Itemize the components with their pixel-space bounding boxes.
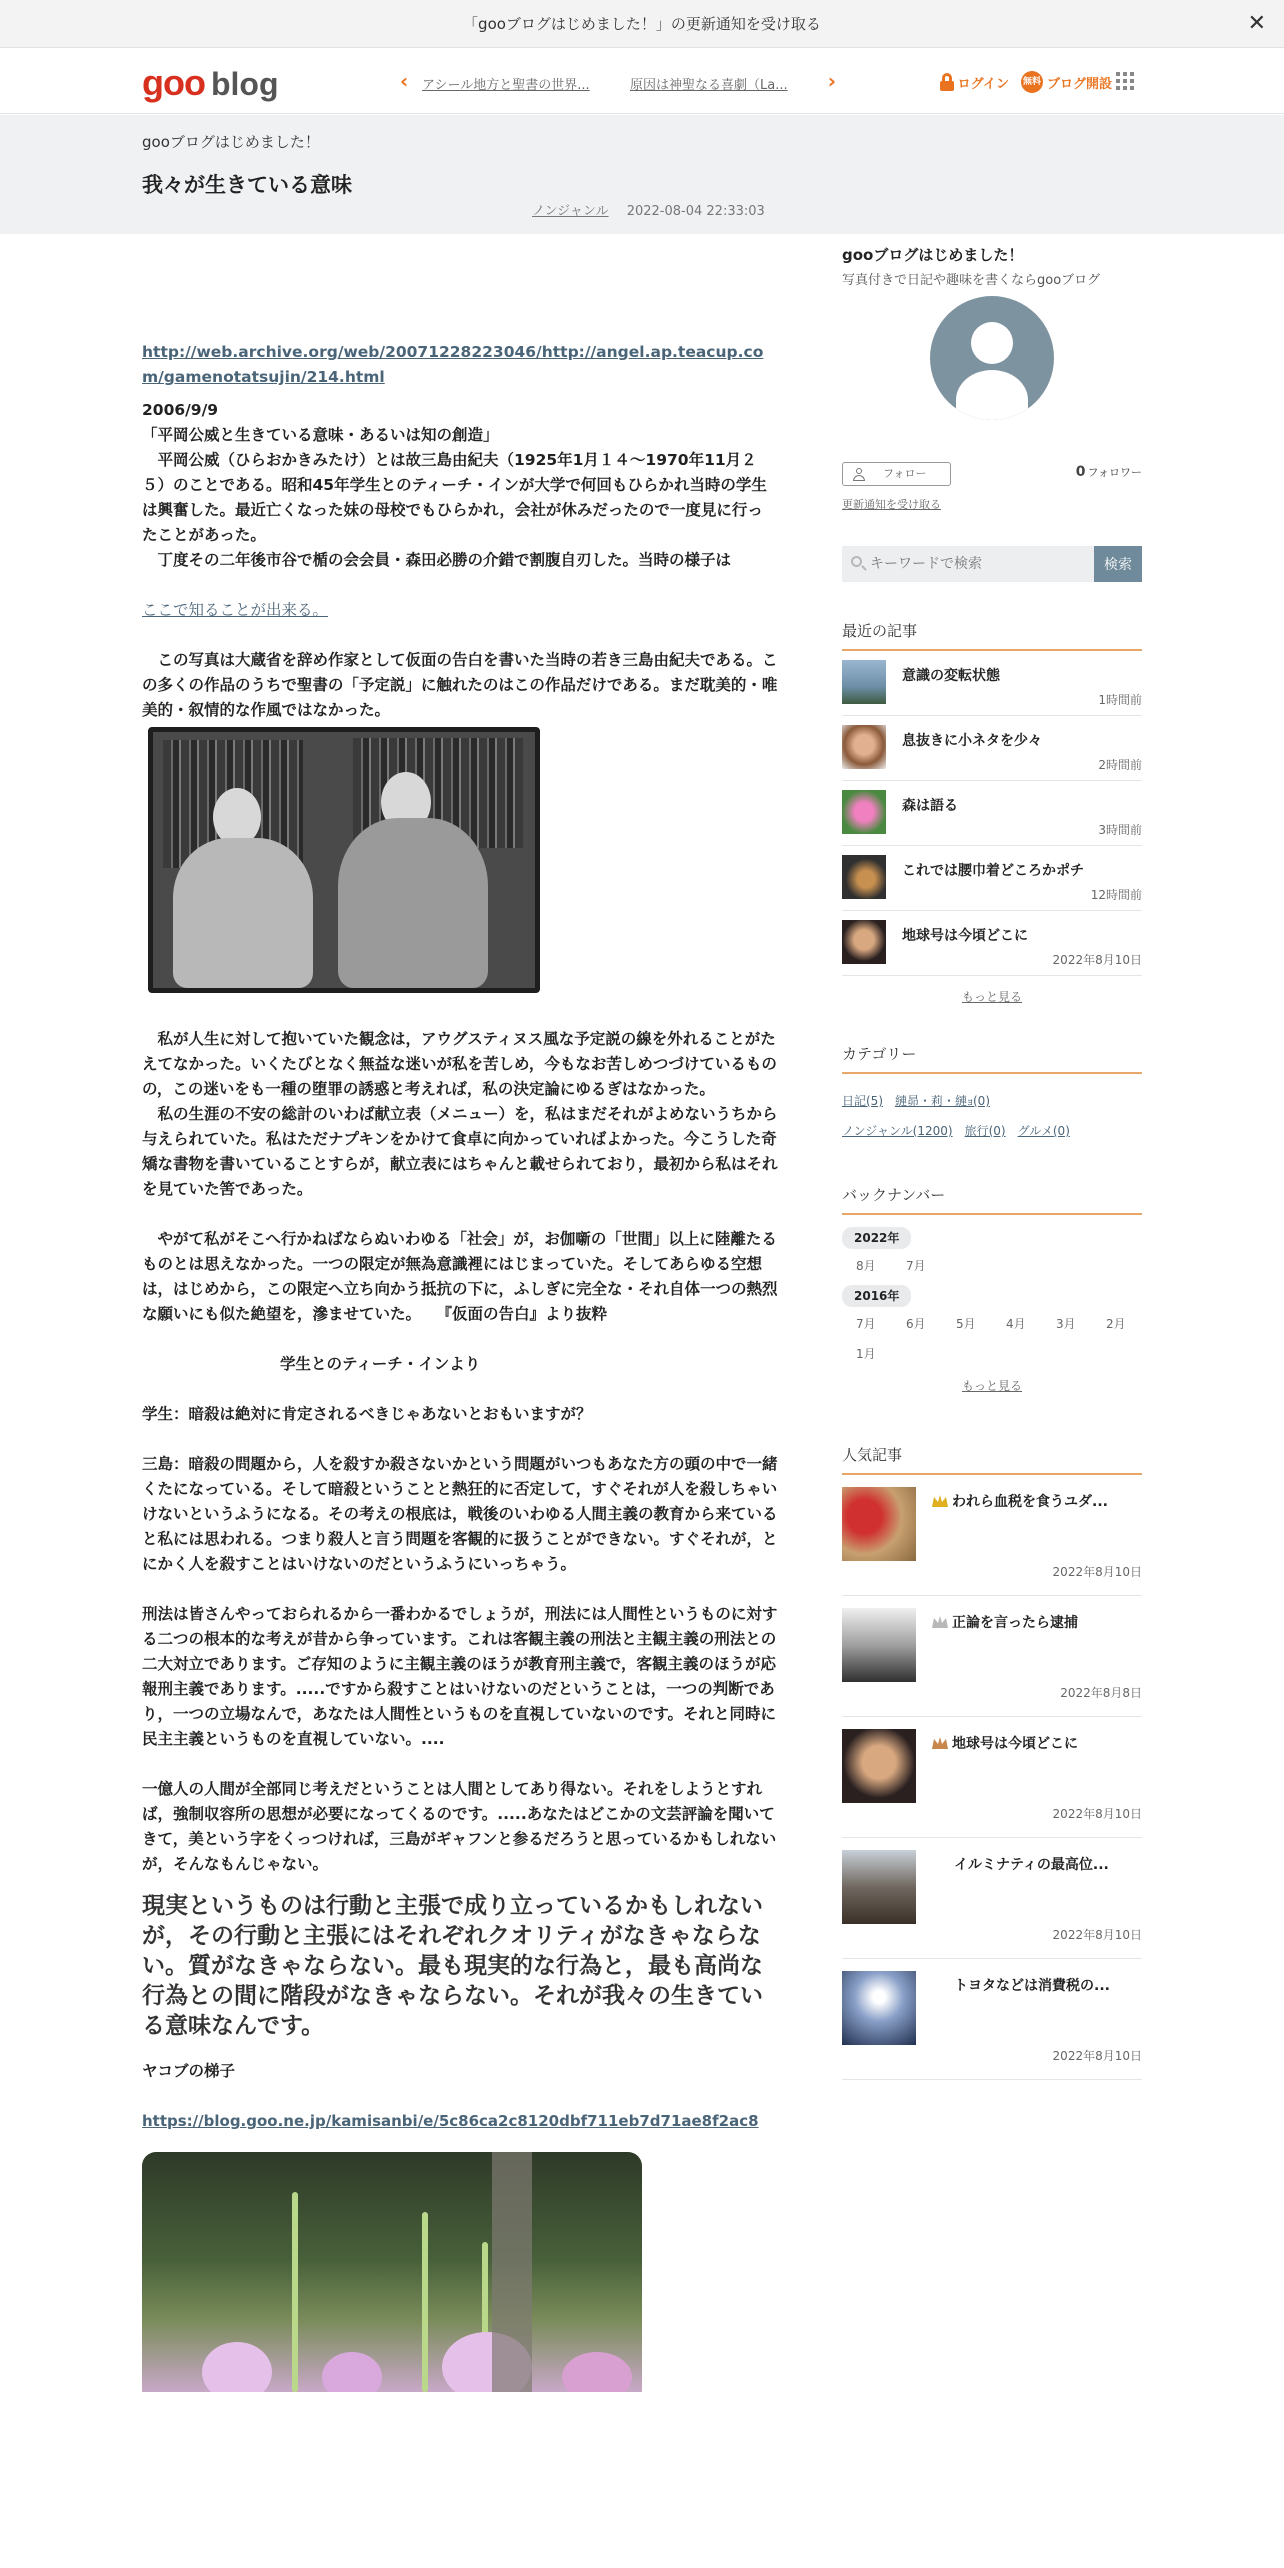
highlight-quote: 現実というものは行動と主張で成り立っているかもしれないが，その行動と主張にはそれぞれクオリティがなきゃならない。質がなきゃならない。最も現実的な行為と，最も高尚な行為との間に階段がなきゃならない。それが我々の生きている意味なんです。 (142, 1893, 763, 2039)
category-list (842, 1086, 1142, 1146)
paragraph: 私が人生に対して抱いていた観念は，アウグスティヌス風な予定説の線を外れることがたえてなかった。いくたびとなく無益な迷いが私を苦しめ，今もなお苦しめつづけているものの，この迷いをも一種の堕罪の誘惑と考えれば，私の決定論にゆるぎはなかった。 (142, 1030, 777, 1098)
popular-list (842, 1475, 1142, 2080)
thumbnail (842, 1608, 916, 1682)
article-body (142, 234, 778, 2392)
recent-time: 12時間前 (1090, 888, 1142, 902)
recent-title[interactable]: 意識の変転状態 (902, 668, 1000, 684)
recent-title[interactable]: 地球号は今頃どこに (902, 928, 1028, 944)
search-input[interactable] (842, 546, 1094, 582)
paragraph: やがて私がそこへ行かねばならぬいわゆる「社会」が，お伽噺の「世間」以上に陸離たるものとは思えなかった。一つの限定が無為意識裡にはじまっていた。そしてあらゆる空想は，はじめから，この限定へ立ち向かう抵抗の下に，ふしぎに完全な・それ自体一つの熱烈な願いにも似た絶望を，滲ませていた。 『仮面の告白』より抜粋 (142, 1230, 778, 1323)
header-actions (940, 68, 1112, 96)
recent-time: 3時間前 (1098, 823, 1142, 837)
list-item[interactable] (842, 1959, 1142, 2080)
site-header (0, 48, 1284, 114)
crown-bronze-icon (932, 1737, 948, 1749)
blog-title-band (0, 115, 1284, 234)
recent-time: 2時間前 (1098, 758, 1142, 772)
month-link[interactable]: 7月 (856, 1317, 876, 1331)
blog-name[interactable]: gooブログはじめました！ (142, 133, 320, 151)
follower-number: 0 (1075, 464, 1086, 480)
list-item[interactable] (842, 846, 1142, 911)
paragraph: 平岡公威（ひらおかきみたけ）とは故三島由紀夫（1925年1月１４～1970年11月２５）のことである。昭和45年学生とのティーチ・インが大学で何回もひらかれ当時の学生は興奮した。最近亡くなった妹の母校でもひらかれ，会社が休みだったので一度見に行ったことがあった。 (142, 451, 767, 544)
backnumber-more-link[interactable]: もっと見る (961, 1379, 1022, 1393)
article-datetime: 2022-08-04 22:33:03 (626, 204, 765, 219)
sidebar-blog-desc: 写真付きで日記や趣味を書くならgooブログ (842, 273, 1101, 288)
login-button[interactable] (940, 73, 1009, 92)
article-date: 2006/9/9 (142, 401, 219, 419)
recent-title[interactable]: 息抜きに小ネタを少々 (902, 733, 1042, 749)
page-title: 我々が生きている意味 (142, 173, 352, 197)
month-link[interactable]: 1月 (856, 1347, 876, 1361)
recent-title[interactable]: これでは腰巾着どころかポチ (902, 863, 1084, 879)
sidebar (842, 234, 1142, 2080)
free-badge-icon: 無料 (1021, 71, 1043, 93)
thumbnail (842, 660, 886, 704)
category-link[interactable]: 縺昴・莉・縺ｮ(0) (895, 1094, 990, 1108)
paragraph: この写真は大蔵省を辞め作家として仮面の告白を書いた当時の若き三島由紀夫である。この多くの作品のうちで聖書の「予定説」に触れたのはこの作品だけである。まだ耽美的・唯美的・叙情的な作風ではなかった。 (142, 651, 778, 719)
article-meta (532, 200, 765, 219)
list-item[interactable] (842, 1838, 1142, 1959)
crown-gold-icon (932, 1495, 948, 1507)
popular-date: 2022年8月8日 (1060, 1686, 1142, 1700)
jacob-ladder-link[interactable]: https://blog.goo.ne.jp/kamisanbi/e/5c86ca2c8120dbf711eb7d71ae8f2ac8 (142, 2112, 759, 2130)
chevron-right-icon[interactable]: › (827, 69, 836, 93)
paragraph: ヤコブの梯子 (142, 2062, 236, 2080)
avatar (930, 296, 1054, 420)
list-item[interactable] (842, 716, 1142, 781)
popular-date: 2022年8月10日 (1052, 1928, 1142, 1942)
search-box (842, 546, 1142, 582)
thumbnail (842, 1729, 916, 1803)
goo-blog-logo[interactable] (142, 62, 279, 102)
paragraph: 一億人の人間が全部同じ考えだということは人間としてあり得ない。それをしようとすれば，強制収容所の思想が必要になってくるのです。.....あなたはどこかの文芸評論を聞いてきて，美という字をくっつければ，三島がギャフンと参るだろうと思っているかもしれないが，そんなもんじゃない。 (142, 1780, 777, 1873)
category-link[interactable]: グルメ(0) (1017, 1124, 1070, 1138)
archive-link[interactable]: http://web.archive.org/web/20071228223046/http://angel.ap.teacup.com/gamenotatsujin/214.html (142, 343, 764, 386)
year-label: 2016年 (842, 1285, 911, 1307)
paragraph: 私の生涯の不安の総計のいわば献立表（メニュー）を，私はまだそれがよめないうちから与えられていた。私はただナプキンをかけて食卓に向かっていればよかった。今こうした奇矯な書物を書いていることすらが，献立表にはちゃんと載せられており，最初から私はそれを見ていた筈であった。 (142, 1105, 778, 1198)
open-blog-button[interactable] (1021, 71, 1112, 93)
next-article-link[interactable]: 原因は神聖なる喜劇（La... (630, 78, 788, 93)
recent-time: 1時間前 (1098, 693, 1142, 707)
year-label: 2022年 (842, 1227, 911, 1249)
category-link[interactable]: 旅行(0) (964, 1124, 1006, 1138)
category-link[interactable]: 日記(5) (842, 1094, 883, 1108)
backnumber-heading: バックナンバー (842, 1184, 1142, 1215)
mishima-photo (148, 727, 540, 993)
paragraph: 刑法は皆さんやっておられるから一番わかるでしょうが，刑法には人間性というものに対する二つの根本的な考えが昔から争っています。これは客観主義の刑法と主観主義の刑法との二大対立であります。ご存知のように主観主義のほうが教育刑主義で，客観主義のほうが応報刑主義であります。.....ですから殺すことはいけないのだということは，一つの判断であり，一つの立場なんで，あなたは人間性というものを直視していないのです。それと同時に民主主義というものを直視していない。.... (142, 1605, 778, 1748)
popular-title[interactable]: われら血税を食うユダ... (932, 1491, 1108, 1511)
paragraph: 「平岡公威と生きている意味・あるいは知の創造」 (142, 426, 499, 444)
thumbnail (842, 790, 886, 834)
thumbnail (842, 1850, 916, 1924)
follow-button[interactable] (842, 462, 951, 486)
recent-more-link[interactable]: もっと見る (961, 990, 1022, 1004)
user-icon (853, 468, 865, 480)
popular-heading: 人気記事 (842, 1444, 1142, 1475)
recent-title[interactable]: 森は語る (902, 798, 958, 814)
popular-date: 2022年8月10日 (1052, 1807, 1142, 1821)
article-nav (400, 70, 840, 94)
search-icon (851, 556, 862, 567)
follower-count (1076, 464, 1142, 480)
category-link[interactable]: ノンジャンル(1200) (842, 1124, 953, 1138)
notify-link[interactable]: 更新通知を受け取る (842, 498, 941, 511)
popular-title[interactable]: トヨタなどは消費税の... (954, 1978, 1110, 1994)
month-list (842, 1251, 1142, 1281)
thumbnail (842, 1971, 916, 2045)
genre-link[interactable]: ノンジャンル (532, 204, 609, 219)
month-link[interactable]: 7月 (906, 1259, 926, 1273)
paragraph: 丁度その二年後市谷で楯の会会員・森田必勝の介錯で割腹自刃した。当時の様子は (142, 551, 732, 569)
list-item[interactable] (842, 651, 1142, 716)
close-icon[interactable]: ✕ (1247, 11, 1266, 36)
month-link[interactable]: 5月 (956, 1317, 976, 1331)
paragraph: 学生：暗殺は絶対に肯定されるべきじゃあないとおもいますが？ (142, 1405, 592, 1423)
month-link[interactable]: 4月 (1006, 1317, 1026, 1331)
thumbnail (842, 855, 886, 899)
history-link[interactable]: ここで知ることが出来る。 (142, 601, 329, 619)
login-label: ログイン (957, 76, 1009, 92)
month-list (842, 1309, 1142, 1369)
popular-title[interactable]: 地球号は今頃どこに (932, 1733, 1078, 1753)
thumbnail (842, 920, 886, 964)
month-link[interactable]: 8月 (856, 1259, 876, 1273)
search-button[interactable]: 検索 (1094, 546, 1142, 582)
month-link[interactable]: 2月 (1106, 1317, 1126, 1331)
recent-time: 2022年8月10日 (1052, 953, 1142, 967)
update-notice-bar[interactable] (0, 0, 1284, 48)
follower-label: フォロワー (1087, 466, 1142, 479)
recent-articles-heading: 最近の記事 (842, 620, 1142, 651)
month-link[interactable]: 3月 (1056, 1317, 1076, 1331)
list-item[interactable] (842, 1596, 1142, 1717)
open-blog-label: ブログ開設 (1046, 76, 1112, 92)
popular-date: 2022年8月10日 (1052, 1565, 1142, 1579)
thumbnail (842, 725, 886, 769)
follow-label: フォロー (883, 467, 927, 480)
list-item[interactable] (842, 1475, 1142, 1596)
chevron-left-icon[interactable]: ‹ (400, 69, 409, 93)
category-heading: カテゴリー (842, 1043, 1142, 1074)
logo-goo: goo (142, 62, 205, 103)
popular-title[interactable]: 正論を言ったら逮捕 (932, 1612, 1078, 1632)
popular-title[interactable]: イルミナティの最高位... (954, 1857, 1109, 1873)
list-item[interactable] (842, 781, 1142, 846)
month-link[interactable]: 6月 (906, 1317, 926, 1331)
garden-photo (142, 2152, 642, 2392)
lock-icon (940, 73, 954, 91)
update-notice-text[interactable]: 「gooブログはじめました！」の更新通知を受け取る (463, 15, 821, 33)
recent-articles-list (842, 651, 1142, 976)
services-grid-icon[interactable] (1116, 72, 1134, 90)
popular-date: 2022年8月10日 (1052, 2049, 1142, 2063)
list-item[interactable] (842, 1717, 1142, 1838)
follow-row (842, 462, 1142, 488)
thumbnail (842, 1487, 916, 1561)
teach-in-heading: 学生とのティーチ・インより (280, 1355, 481, 1373)
paragraph: 三島：暗殺の問題から，人を殺すか殺さないかという問題がいつもあなた方の頭の中で一緒くたになっている。そして暗殺ということと熱狂的に否定して，すぐそれが人を殺しちゃいけないというふうになる。その考えの根底は，戦後のいわゆる人間主義の教育から来ていると私には思われる。つまり殺人と言う問題を客観的に扱うことができない。すぐそれが，とにかく人を殺すことはいけないのだというふうにいっちゃう。 (142, 1455, 778, 1573)
logo-blog: blog (210, 66, 279, 102)
crown-silver-icon (932, 1616, 948, 1628)
prev-article-link[interactable]: アシール地方と聖書の世界... (422, 78, 590, 93)
list-item[interactable] (842, 911, 1142, 976)
sidebar-blog-name[interactable]: gooブログはじめました！ (842, 246, 1024, 264)
